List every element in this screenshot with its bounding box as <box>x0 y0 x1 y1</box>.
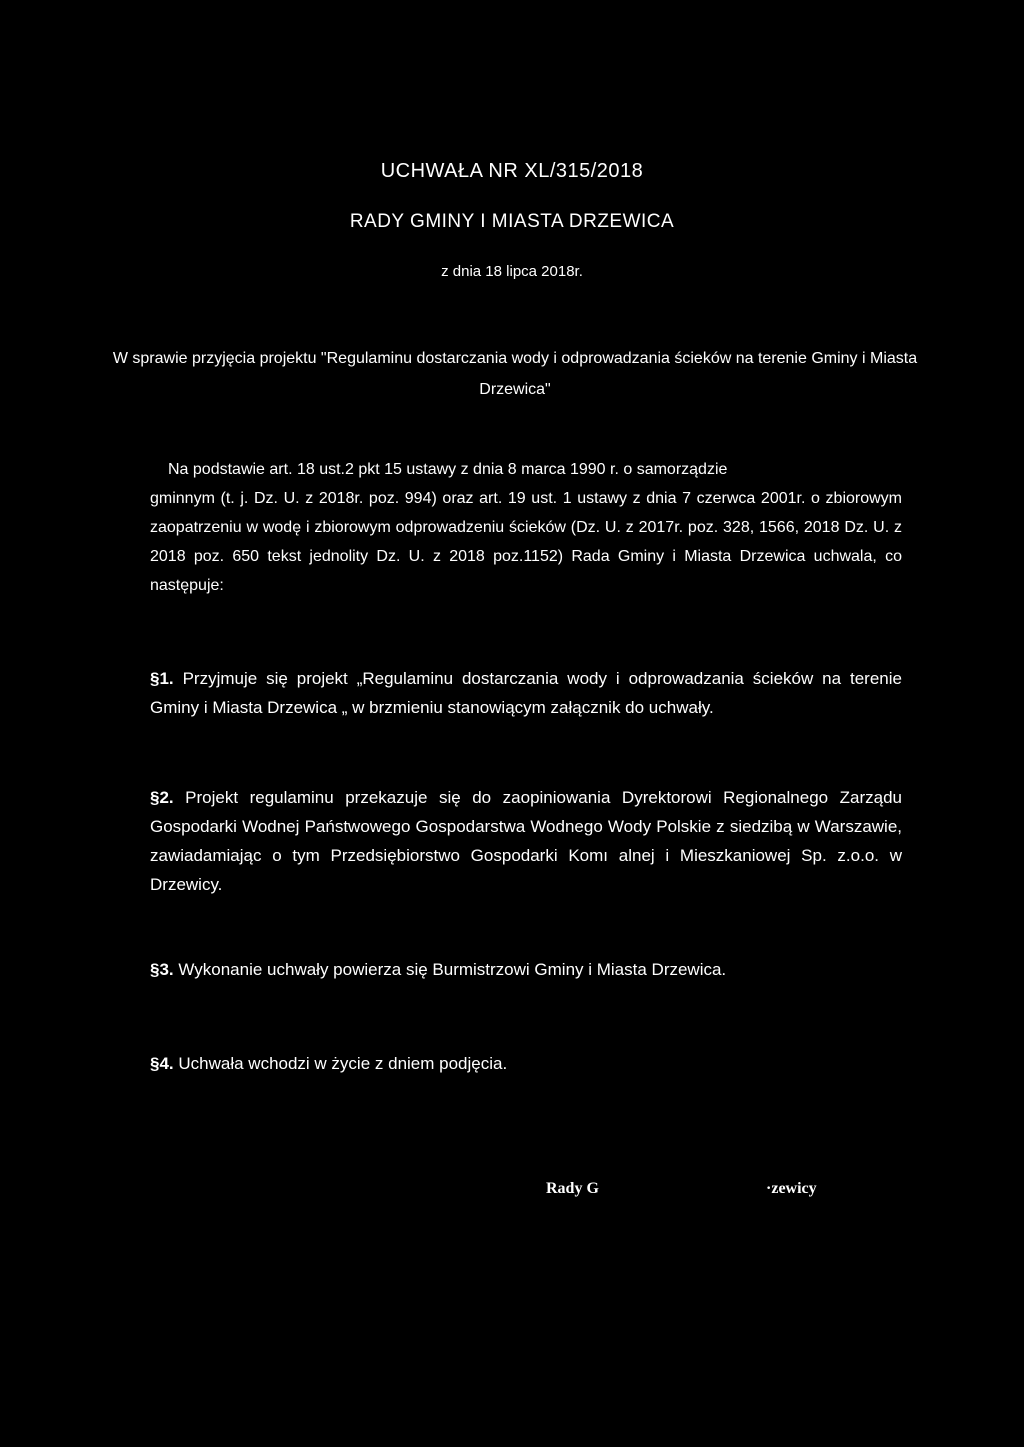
council-name: RADY GMINY I MIASTA DRZEWICA <box>349 211 675 232</box>
signature-fragment-right: ·zewicy <box>766 1180 817 1197</box>
section-4-number: §4. <box>150 1054 174 1073</box>
section-4 <box>150 1054 902 1074</box>
resolution-title: UCHWAŁA NR XL/315/2018 <box>380 160 644 182</box>
legal-basis <box>150 455 902 600</box>
section-3 <box>150 960 902 980</box>
signature-fragment-left: Rady G <box>546 1180 599 1197</box>
legal-basis-first-line: Na podstawie art. 18 ust.2 pkt 15 ustawy z dnia 8 marca 1990 r. o samorządzie <box>168 461 728 478</box>
section-3-text: Wykonanie uchwały powierza się Burmistrzowi Gminy i Miasta Drzewica. <box>178 960 727 979</box>
section-2-number: §2. <box>150 788 174 807</box>
section-4-text: Uchwała wchodzi w życie z dniem podjęcia. <box>178 1054 508 1073</box>
section-2-text: Projekt regulaminu przekazuje się do zaopiniowania Dyrektorowi Regionalnego Zarządu Gospodarki Wodnej Państwowego Gospodarstwa Wodnego Wody Polskie z siedzibą w Warszawie, zawiadamiając o tym Przedsiębiorstwo Gospodarki Komı alnej i Mieszkaniowej Sp. z.o.o. w Drzewicy. <box>150 788 902 894</box>
section-3-number: §3. <box>150 960 174 979</box>
section-1-number: §1. <box>150 669 174 688</box>
resolution-subject: W sprawie przyjęcia projektu "Regulaminu dostarczania wody i odprowadzania ścieków na terenie Gminy i Miasta Drzewica" <box>112 350 918 398</box>
legal-basis-rest: gminnym (t. j. Dz. U. z 2018r. poz. 994) oraz art. 19 ust. 1 ustawy z dnia 7 czerwca 2001r. o zbiorowym zaopatrzeniu w wodę i zbiorowym odprowadzeniu ścieków (Dz. U. z 2017r. poz. 328, 1566, 2018 Dz. U. z 2018 poz. 650 tekst jednolity Dz. U. z 2018 poz.1152) Rada Gminy i Miasta Drzewica uchwala, co następuje: <box>150 490 902 594</box>
section-1-text: Przyjmuje się projekt „Regulaminu dostarczania wody i odprowadzania ścieków na terenie Gminy i Miasta Drzewica „ w brzmieniu stanowiącym załącznik do uchwały. <box>150 669 902 717</box>
section-2 <box>150 783 902 899</box>
section-1 <box>150 664 902 722</box>
resolution-date: z dnia 18 lipca 2018r. <box>441 263 583 280</box>
